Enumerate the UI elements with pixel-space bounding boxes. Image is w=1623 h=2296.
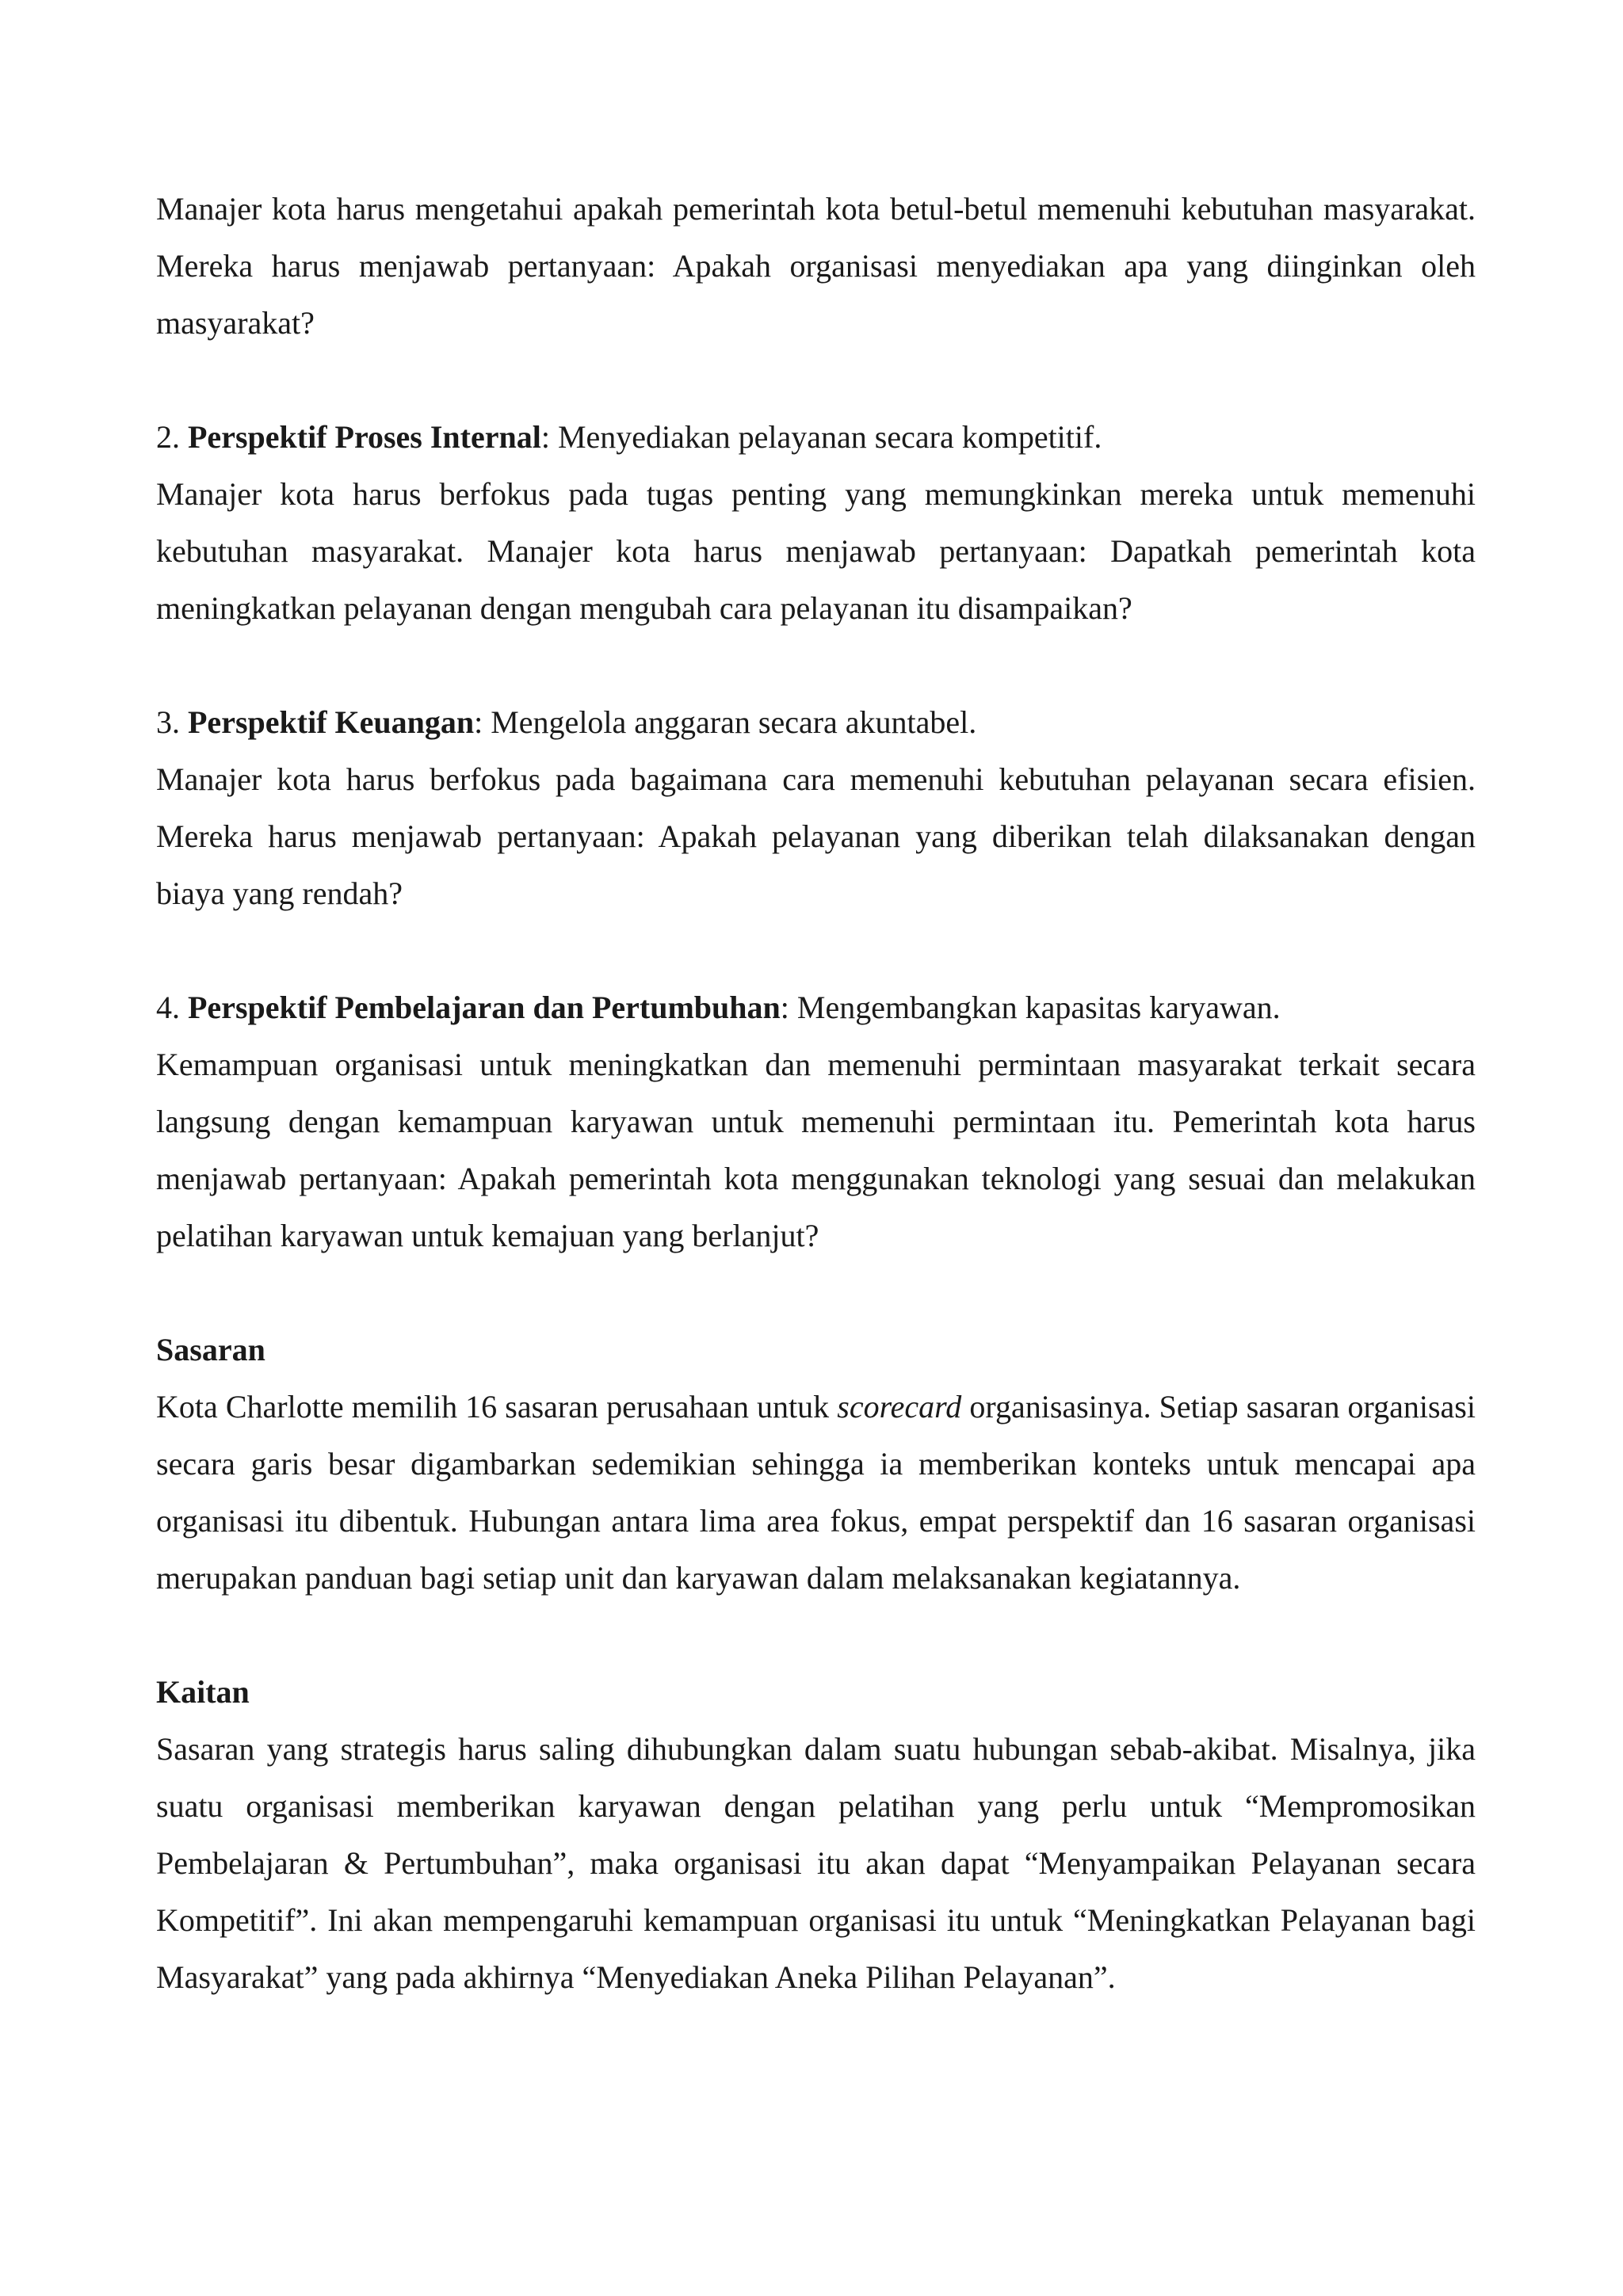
- intro-paragraph: Manajer kota harus mengetahui apakah pemerintah kota betul-betul memenuhi kebutuhan masyarakat. Mereka harus menjawab pertanyaan: Apakah organisasi menyediakan apa yang diinginkan oleh masyarakat?: [156, 191, 1476, 341]
- perspective-number: 4.: [156, 990, 180, 1025]
- perspective-title: Perspektif Keuangan: [188, 704, 475, 740]
- perspective-body: Manajer kota harus berfokus pada tugas penting yang memungkinkan mereka untuk memenuhi kebutuhan masyarakat. Manajer kota harus menjawab pertanyaan: Dapatkah pemerintah kota meningkatkan pelayanan dengan mengubah cara pelayanan itu disampaikan?: [156, 476, 1476, 626]
- perspective-number: 3.: [156, 704, 180, 740]
- perspective-internal-process: [156, 409, 1476, 637]
- perspective-finance: [156, 694, 1476, 922]
- perspective-body: Manajer kota harus berfokus pada bagaimana cara memenuhi kebutuhan pelayanan secara efisien. Mereka harus menjawab pertanyaan: Apakah pelayanan yang diberikan telah dilaksanakan dengan biaya yang rendah?: [156, 761, 1476, 911]
- perspective-subtitle: : Mengelola anggaran secara akuntabel.: [474, 704, 977, 740]
- perspective-learning-growth: [156, 979, 1476, 1264]
- perspective-title: Perspektif Proses Internal: [188, 419, 541, 455]
- sasaran-heading: Sasaran: [156, 1332, 265, 1367]
- sasaran-text-after: organisasinya. Setiap sasaran organisasi secara garis besar digambarkan sedemikian sehingga ia memberikan konteks untuk mencapai apa organisasi itu dibentuk. Hubungan antara lima area fokus, empat perspektif dan 16 sasaran organisasi merupakan panduan bagi setiap unit dan karyawan dalam melaksanakan kegiatannya.: [156, 1389, 1476, 1596]
- perspective-heading-line: [156, 694, 1476, 751]
- perspective-title: Perspektif Pembelajaran dan Pertumbuhan: [188, 990, 781, 1025]
- perspective-heading-line: [156, 979, 1476, 1036]
- perspective-subtitle: : Mengembangkan kapasitas karyawan.: [780, 990, 1281, 1025]
- document-page: [156, 181, 1476, 2006]
- perspective-heading-line: [156, 409, 1476, 466]
- kaitan-heading: Kaitan: [156, 1674, 250, 1710]
- kaitan-text: Sasaran yang strategis harus saling dihubungkan dalam suatu hubungan sebab-akibat. Misalnya, jika suatu organisasi memberikan karyawan dengan pelatihan yang perlu untuk “Mempromosikan Pembelajaran & Pertumbuhan”, maka organisasi itu akan dapat “Menyampaikan Pelayanan secara Kompetitif”. Ini akan mempengaruhi kemampuan organisasi itu untuk “Meningkatkan Pelayanan bagi Masyarakat” yang pada akhirnya “Menyediakan Aneka Pilihan Pelayanan”.: [156, 1731, 1476, 1995]
- sasaran-text-before: Kota Charlotte memilih 16 sasaran perusahaan untuk: [156, 1389, 838, 1425]
- sasaran-section: [156, 1322, 1476, 1607]
- perspective-subtitle: : Menyediakan pelayanan secara kompetitif.: [540, 419, 1102, 455]
- kaitan-section: [156, 1664, 1476, 2006]
- perspective-number: 2.: [156, 419, 180, 455]
- perspective-body: Kemampuan organisasi untuk meningkatkan dan memenuhi permintaan masyarakat terkait secara langsung dengan kemampuan karyawan untuk memenuhi permintaan itu. Pemerintah kota harus menjawab pertanyaan: Apakah pemerintah kota menggunakan teknologi yang sesuai dan melakukan pelatihan karyawan untuk kemajuan yang berlanjut?: [156, 1047, 1476, 1253]
- sasaran-italic-term: scorecard: [837, 1389, 962, 1425]
